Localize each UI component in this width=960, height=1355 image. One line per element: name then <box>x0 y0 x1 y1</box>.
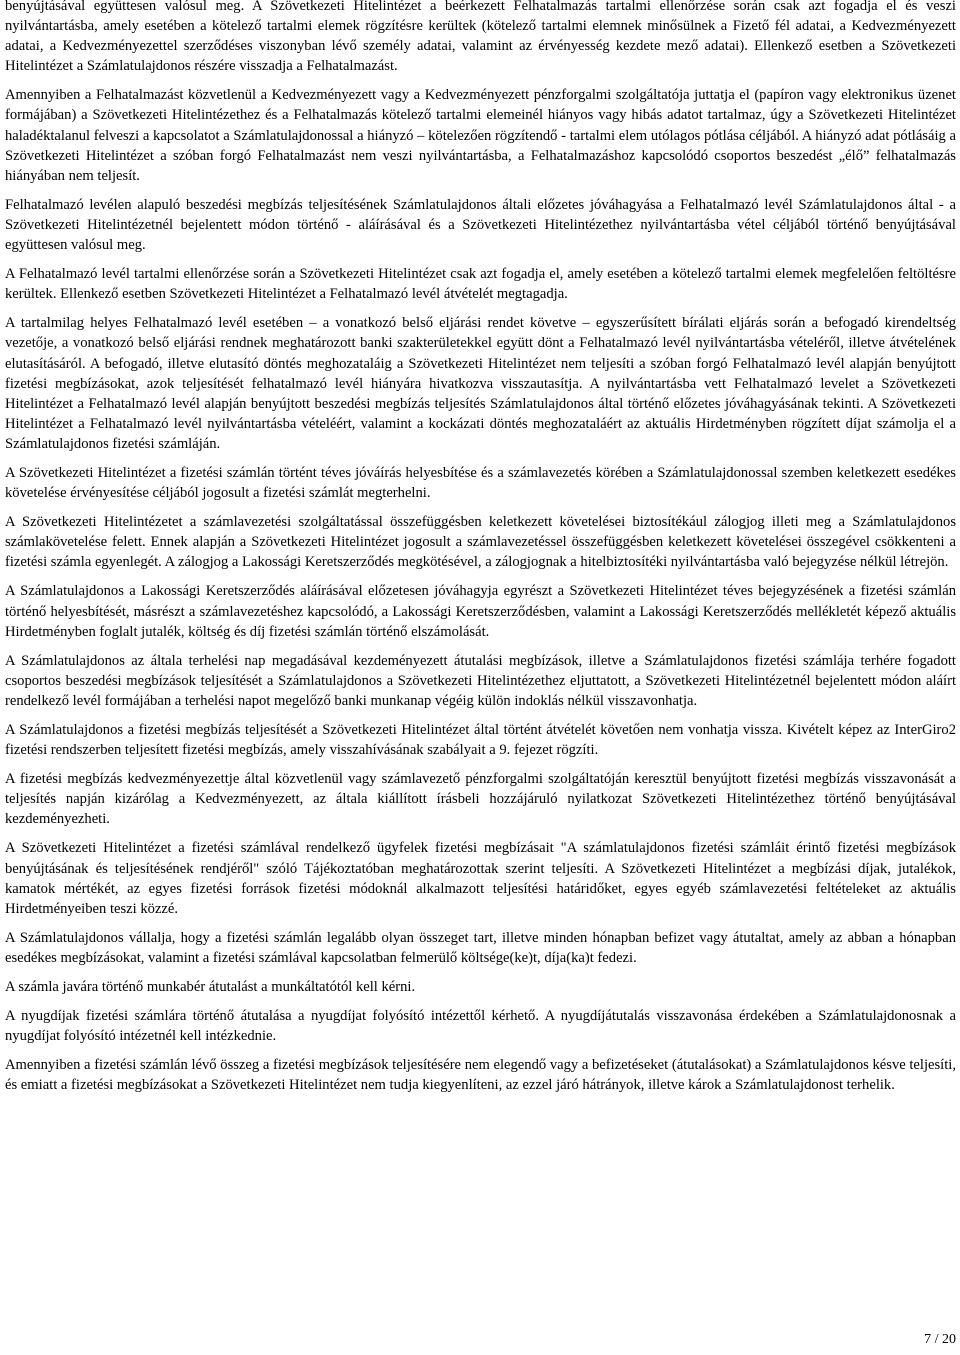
paragraph: Felhatalmazó levélen alapuló beszedési megbízás teljesítésének Számlatulajdonos általi előzetes jóváhagyása a Felhatalmazó levél Számlatulajdonos által - a Szövetkezeti Hitelintézetnél bejelentett módon történő - aláírásával és a Szövetkezeti Hitelintézethez nyilvántartásba vétel céljából történő benyújtásával együttesen valósul meg. <box>5 196 956 254</box>
document-body <box>5 0 956 1096</box>
paragraph: A számla javára történő munkabér átutalást a munkáltatótól kell kérni. <box>5 979 416 996</box>
paragraph: Amennyiben a Felhatalmazást közvetlenül a Kedvezményezett vagy a Kedvezményezett pénzforgalmi szolgáltatója juttatja el (papíron vagy elektronikus üzenet formájában) a Szövetkezeti Hitelintézethez és a Felhatalmazás kötelező tartalmi elemeinél hiányos vagy hibás adatot tartalmaz, úgy a Szövetkezeti Hitelintézet haladéktalanul felveszi a kapcsolatot a Számlatulajdonossal a hiányzó – kötelezően rögzítendő - tartalmi elem utólagos pótlása céljából. A hiányzó adat pótlásáig a Szövetkezeti Hitelintézet a szóban forgó Felhatalmazást nem veszi nyilvántartásba, a Felhatalmazáshoz kapcsolódó csoportos beszedést „élő” felhatalmazás hiányában nem teljesít. <box>5 87 956 184</box>
paragraph: A fizetési megbízás kedvezményezettje által közvetlenül vagy számlavezető pénzforgalmi szolgáltatóján keresztül benyújtott fizetési megbízás visszavonását a teljesítés napján kizárólag a Kedvezményezett, az általa kiállított írásbeli hozzájáruló nyilatkozat Szövetkezeti Hitelintézethez történő benyújtásával kezdeményezheti. <box>5 771 956 828</box>
paragraph: A Számlatulajdonos az általa terhelési nap megadásával kezdeményezett átutalási megbízások, illetve a Számlatulajdonos fizetési számlája terhére fogadott csoportos beszedési megbízások teljesítését a Számlatulajdonos a Szövetkezeti Hitelintézethez eljuttatott, a Szövetkezeti Hitelintézetnél bejelentett módon aláírt rendelkező levél formájában a terhelési napot megelőző banki munkanap végéig külön indoklás nélkül visszavonhatja. <box>5 652 956 709</box>
paragraph: A nyugdíjak fizetési számlára történő átutalása a nyugdíjat folyósító intézettől kérhető. A nyugdíjátutalás visszavonása érdekében a Számlatulajdonosnak a nyugdíjat folyósító intézetnél kell intézkednie. <box>5 1008 956 1045</box>
paragraph: A tartalmilag helyes Felhatalmazó levél esetében – a vonatkozó belső eljárási rendet követve – egyszerűsített bírálati eljárás során a befogadó kirendeltség vezetője, a vonatkozó belső eljárási rendnek meghatározott banki szakterületekkel együtt dönt a Felhatalmazó levél nyilvántartásba vételéről, illetve átvételének elutasításáról. A befogadó, illetve elutasító döntés meghozataláig a Szövetkezeti Hitelintézet nem teljesíti a szóban forgó Felhatalmazó levél alapján benyújtott fizetési megbízásokat, azok teljesítését felhatalmazó levél hiányára hivatkozva visszautasítja. A nyilvántartásba vett Felhatalmazó levelet a Szövetkezeti Hitelintézet a Felhatalmazó levél alapján benyújtott beszedési megbízás teljesítés Számlatulajdonos által történő előzetes jóváhagyásának tekinti. A Szövetkezeti Hitelintézet a Felhatalmazó levél nyilvántartásba vételéért, valamint a kockázati döntés meghozataláért az aktuális Hirdetményben rögzített díjat számolja el a Számlatulajdonos fizetési számláján. <box>5 315 956 452</box>
paragraph: Amennyiben a fizetési számlán lévő összeg a fizetési megbízások teljesítésére nem elegendő vagy a befizetéseket (átutalásokat) a Számlatulajdonos késve teljesíti, és emiatt a fizetési megbízásokat a Szövetkezeti Hitelintézet nem tudja kiegyenlíteni, az ezzel járó hátrányok, illetve károk a Számlatulajdonost terhelik. <box>5 1057 956 1094</box>
paragraph: A Szövetkezeti Hitelintézet a fizetési számlán történt téves jóváírás helyesbítése és a számlavezetés körében a Számlatulajdonossal szemben keletkezett esedékes követelése érvényesítése céljából jogosult a fizetési számlát megterhelni. <box>5 464 956 502</box>
paragraph: benyújtásával együttesen valósul meg. A Szövetkezeti Hitelintézet a beérkezett Felhatalmazás tartalmi ellenőrzése során csak azt fogadja el és veszi nyilvántartásba, amely esetében a kötelező tartalmi elemek rögzítésre kerültek (kötelező tartalmi elemnek minősülnek a Fizető fél adatai, a Kedvezményezett adatai, a Kedvezményezettel szerződéses viszonyban lévő személy adatai, valamint az érvényesség kezdete mező adatai). Ellenkező esetben a Szövetkezeti Hitelintézet a Számlatulajdonos részére visszadja a Felhatalmazást. <box>5 0 956 75</box>
paragraph: A Szövetkezeti Hitelintézet a fizetési számlával rendelkező ügyfelek fizetési megbízásait "A számlatulajdonos fizetési számláit érintő fizetési megbízások benyújtásának és teljesítésének rendjéről" szóló Tájékoztatóban meghatározottak szerint teljesíti. A Szövetkezeti Hitelintézet a megbízási díjak, jutalékok, kamatok mértékét, az egyes fizetési források fizetési módoknál alkalmazott teljesítési határidőket, egyes egyéb számlavezetési feltételeket az aktuális Hirdetményeiben teszi közzé. <box>5 840 956 917</box>
paragraph: A Számlatulajdonos a Lakossági Keretszerződés aláírásával előzetesen jóváhagyja egyrészt a Szövetkezeti Hitelintézet téves bejegyzésének a fizetési számlán történő helyesbítését, másrészt a számlavezetéshez kapcsolódó, a Lakossági Keretszerződésben, valamint a Lakossági Keretszerződés mellékletét képező aktuális Hirdetményben foglalt jutalék, költség és díj fizetési számlán történő elszámolását. <box>5 583 956 640</box>
page-number: 7 / 20 <box>924 1332 956 1347</box>
paragraph: A Szövetkezeti Hitelintézetet a számlavezetési szolgáltatással összefüggésben keletkezett követelései biztosítékául zálogjog illeti meg a Számlatulajdonos számlakövetelése felett. Ennek alapján a Szövetkezeti Hitelintézet jogosult a számlavezetéssel összefüggésben keletkezett követelései összegével csökkenteni a fizetési számla egyenlegét. A zálogjog a Lakossági Keretszerződés megkötésével, a zálogjognak a hitelbiztosítéki nyilvántartásba való bejegyzése nélkül létrejön. <box>5 514 956 571</box>
paragraph: A Felhatalmazó levél tartalmi ellenőrzése során a Szövetkezeti Hitelintézet csak azt fogadja el, amely esetében a kötelező tartalmi elemek megfelelően feltöltésre kerültek. Ellenkező esetben Szövetkezeti Hitelintézet a Felhatalmazó levél átvételét megtagadja. <box>5 266 956 303</box>
paragraph: A Számlatulajdonos vállalja, hogy a fizetési számlán legalább olyan összeget tart, illetve minden hónapban befizet vagy átutaltat, amely az abban a hónapban esedékes megbízásokat, valamint a fizetési számlával kapcsolatban felmerülő költsége(ke)t, díja(ka)t fedezi. <box>5 929 956 966</box>
paragraph: A Számlatulajdonos a fizetési megbízás teljesítését a Szövetkezeti Hitelintézet által történt átvételét követően nem vonhatja vissza. Kivételt képez az InterGiro2 fizetési rendszerben teljesített fizetési megbízás, amely visszahívásának szabályait a 9. fejezet rögzíti. <box>5 722 956 759</box>
